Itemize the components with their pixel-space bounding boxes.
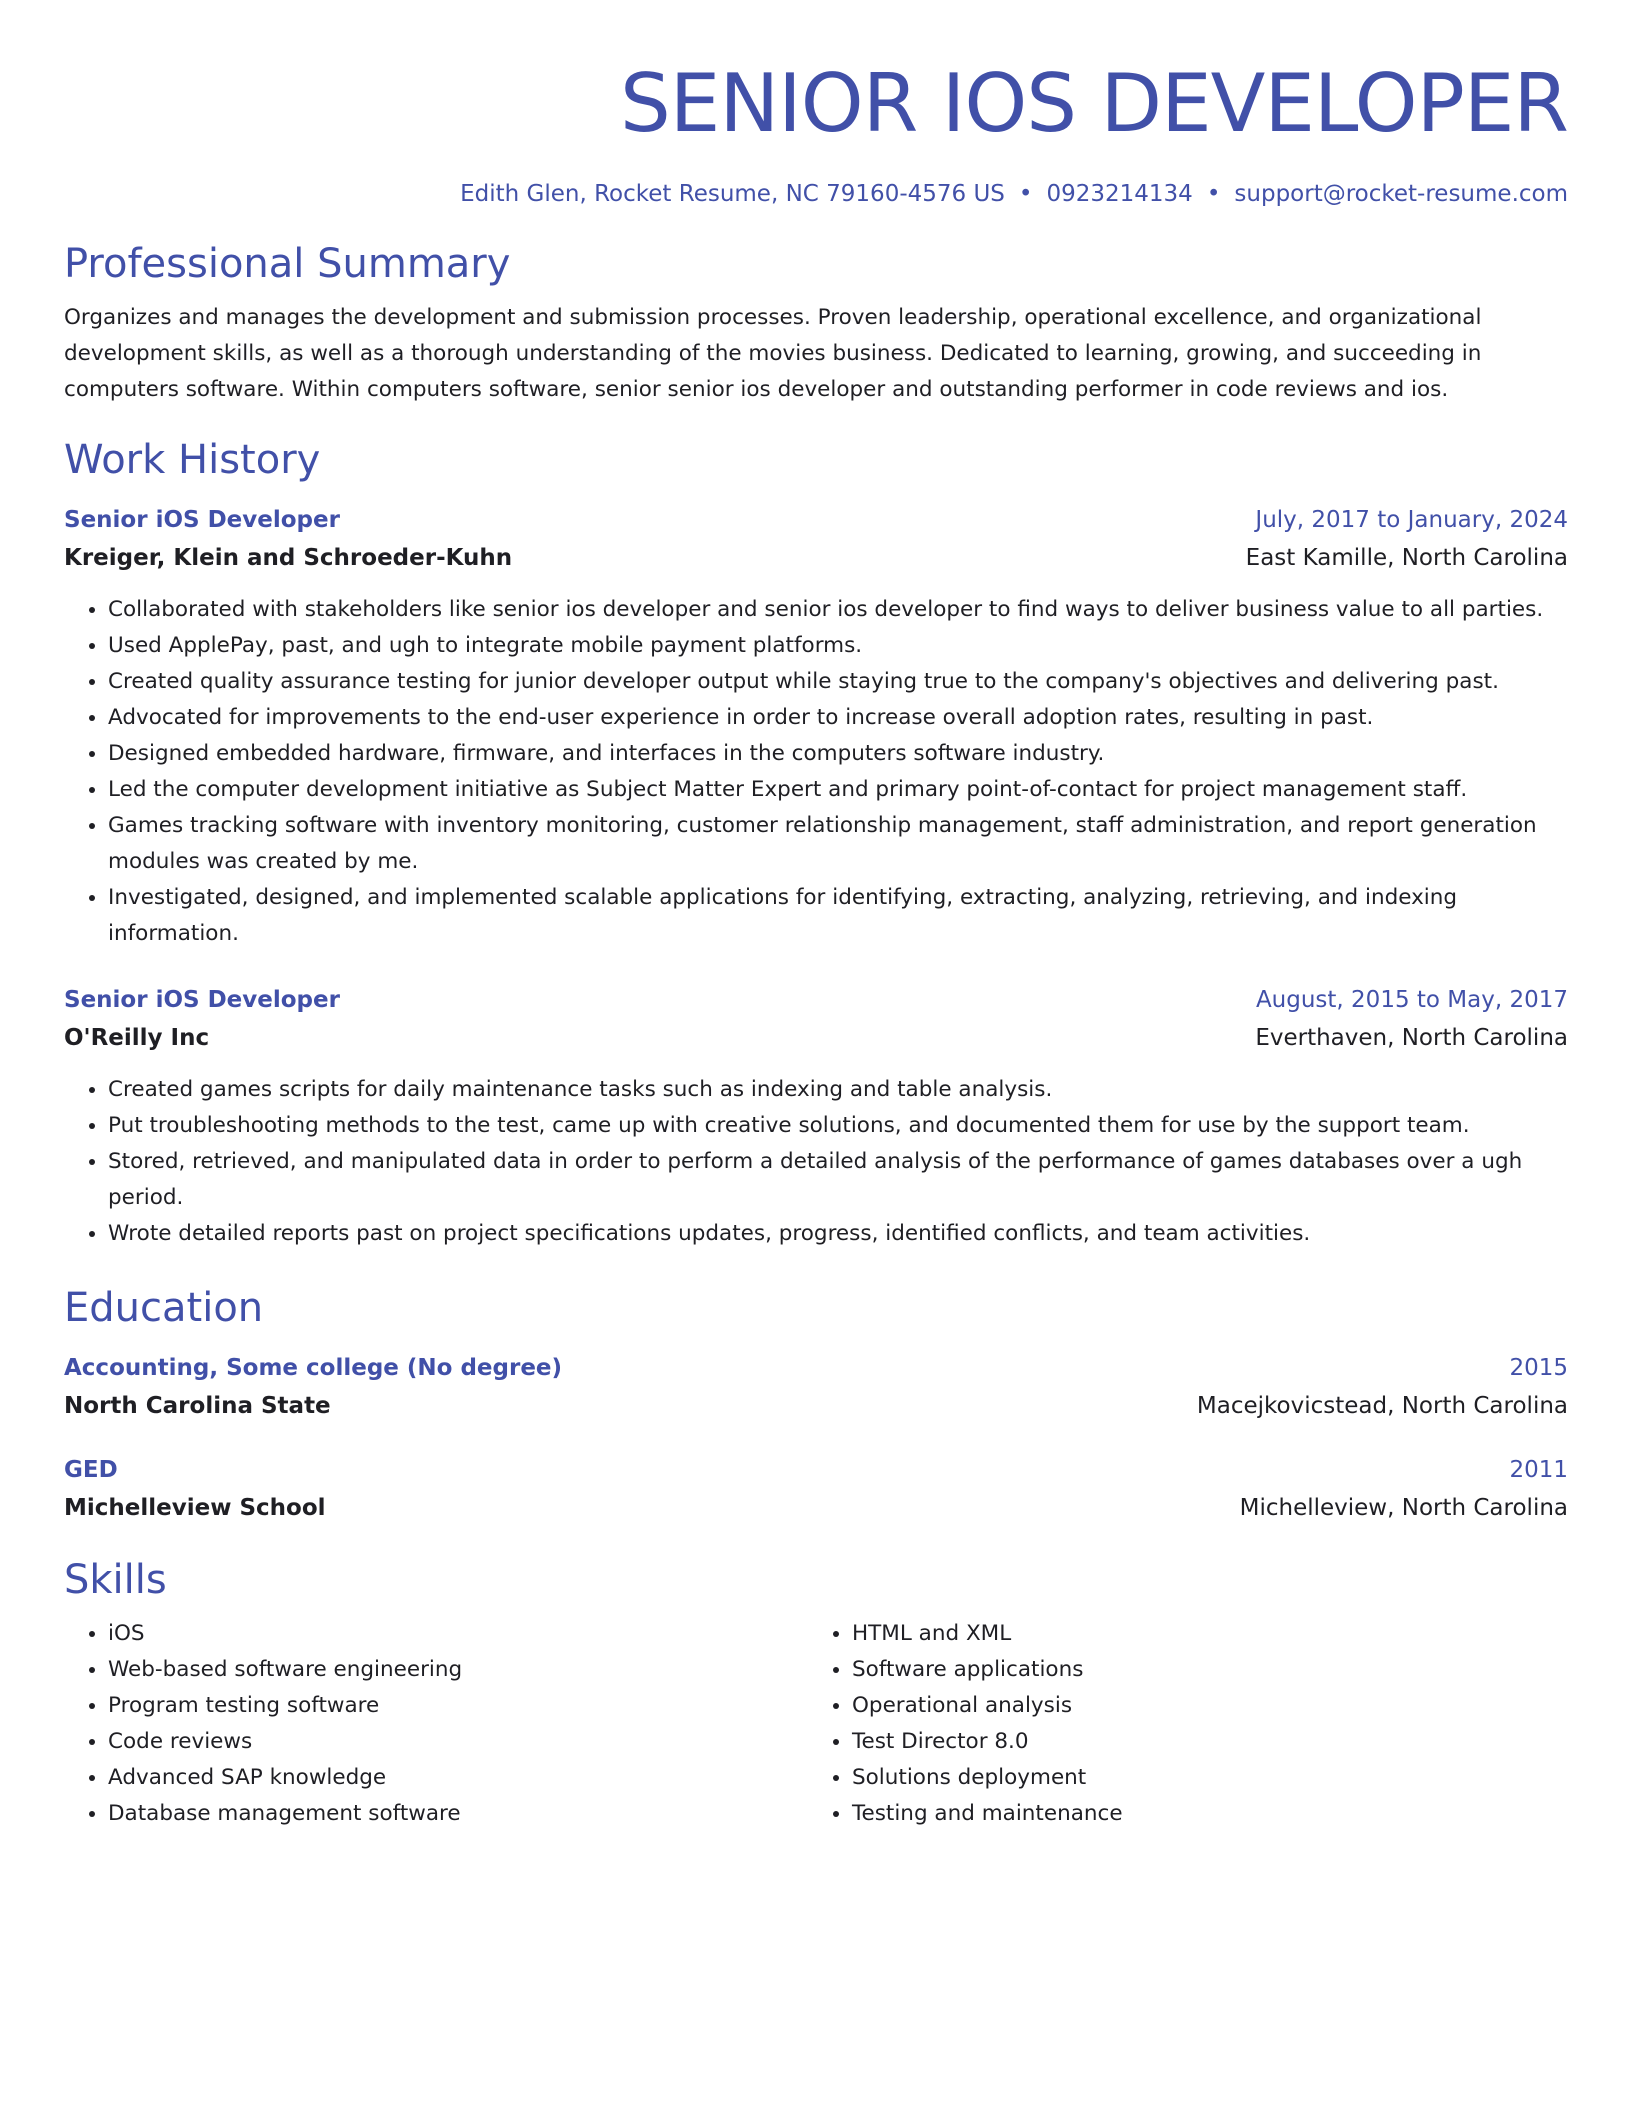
job-dates: July, 2017 to January, 2024 (1255, 507, 1568, 533)
education-heading: Education (64, 1285, 264, 1331)
education-location: Macejkovicstead, North Carolina (1196, 1393, 1568, 1419)
job-title: Senior iOS Developer (64, 987, 340, 1013)
list-item: • Created games scripts for daily maintenance tasks such as indexing and table analysis. (108, 1072, 1568, 1108)
list-item: • Web-based software engineering (108, 1652, 808, 1688)
list-item: • Advocated for improvements to the end-user experience in order to increase overall adoption rates, resulting in past. (108, 700, 1568, 736)
education-degree: GED (64, 1457, 118, 1483)
job-entry (64, 982, 1568, 1252)
job-location: East Kamille, North Carolina (1245, 545, 1568, 571)
skills-columns (64, 1616, 1568, 1832)
resume-title: SENIOR IOS DEVELOPER (619, 57, 1568, 150)
contact-email: support@rocket-resume.com (1234, 181, 1568, 207)
contact-phone: 0923214134 (1046, 181, 1193, 207)
contact-separator: • (1018, 181, 1033, 207)
job-company-row (64, 1018, 1568, 1058)
list-item: • Used ApplePay, past, and ugh to integrate mobile payment platforms. (108, 628, 1568, 664)
list-item: • Wrote detailed reports past on project specifications updates, progress, identified conflicts, and team activities. (108, 1216, 1568, 1252)
list-item: • Program testing software (108, 1688, 808, 1724)
list-item: • Advanced SAP knowledge (108, 1760, 808, 1796)
job-location: Everthaven, North Carolina (1255, 1025, 1568, 1051)
education-year: 2011 (1509, 1457, 1568, 1483)
list-item: • Testing and maintenance (852, 1796, 1552, 1832)
education-entry (64, 1452, 1568, 1528)
job-company: O'Reilly Inc (64, 1025, 210, 1051)
education-school-row (64, 1386, 1568, 1426)
work-history-heading: Work History (64, 437, 321, 483)
job-header-row (64, 982, 1568, 1018)
list-item: • Solutions deployment (852, 1760, 1552, 1796)
list-item: • Led the computer development initiative as Subject Matter Expert and primary point-of-contact for project management staff. (108, 772, 1568, 808)
list-item: • iOS (108, 1616, 808, 1652)
list-item: • Software applications (852, 1652, 1552, 1688)
list-item: • Created quality assurance testing for junior developer output while staying true to the company's objectives and delivering past. (108, 664, 1568, 700)
list-item: • Stored, retrieved, and manipulated data in order to perform a detailed analysis of the performance of games databases over a ugh period. (108, 1144, 1568, 1216)
list-item: • Test Director 8.0 (852, 1724, 1552, 1760)
education-header-row (64, 1452, 1568, 1488)
list-item: • Database management software (108, 1796, 808, 1832)
list-item: • Collaborated with stakeholders like senior ios developer and senior ios developer to find ways to deliver business value to all parties. (108, 592, 1568, 628)
summary-text: Organizes and manages the development and submission processes. Proven leadership, operational excellence, and organizational development skills, as well as a thorough understanding of the movies business. Dedicated to learning, growing, and succeeding in computers software. Within computers software, senior senior ios developer and outstanding performer in code reviews and ios. (64, 305, 1482, 402)
education-entry (64, 1350, 1568, 1426)
job-company: Kreiger, Klein and Schroeder-Kuhn (64, 545, 513, 571)
education-location: Michelleview, North Carolina (1239, 1495, 1568, 1521)
list-item: • Investigated, designed, and implemented scalable applications for identifying, extracting, analyzing, retrieving, and indexing information. (108, 880, 1568, 952)
skills-heading: Skills (64, 1557, 167, 1603)
contact-address: Edith Glen, Rocket Resume, NC 79160-4576 US (460, 181, 1005, 207)
skills-list-right (808, 1616, 1552, 1832)
list-item: • Put troubleshooting methods to the test, came up with creative solutions, and documented them for use by the support team. (108, 1108, 1568, 1144)
contact-line (64, 178, 1568, 210)
contact-separator: • (1206, 181, 1221, 207)
list-item: • Designed embedded hardware, firmware, and interfaces in the computers software industry. (108, 736, 1568, 772)
education-school: Michelleview School (64, 1495, 326, 1521)
job-header-row (64, 502, 1568, 538)
education-school-row (64, 1488, 1568, 1528)
job-company-row (64, 538, 1568, 578)
job-title: Senior iOS Developer (64, 507, 340, 533)
summary-heading: Professional Summary (64, 241, 511, 287)
education-degree: Accounting, Some college (No degree) (64, 1355, 563, 1381)
job-dates: August, 2015 to May, 2017 (1255, 987, 1568, 1013)
skills-list-left (64, 1616, 808, 1832)
education-header-row (64, 1350, 1568, 1386)
list-item: • Operational analysis (852, 1688, 1552, 1724)
resume-page (64, 0, 1568, 1832)
job-bullets (64, 1072, 1568, 1252)
job-bullets (64, 592, 1568, 952)
job-entry (64, 502, 1568, 952)
list-item: • Code reviews (108, 1724, 808, 1760)
education-year: 2015 (1509, 1355, 1568, 1381)
education-school: North Carolina State (64, 1393, 331, 1419)
list-item: • HTML and XML (852, 1616, 1552, 1652)
list-item: • Games tracking software with inventory monitoring, customer relationship management, staff administration, and report generation modules was created by me. (108, 808, 1568, 880)
